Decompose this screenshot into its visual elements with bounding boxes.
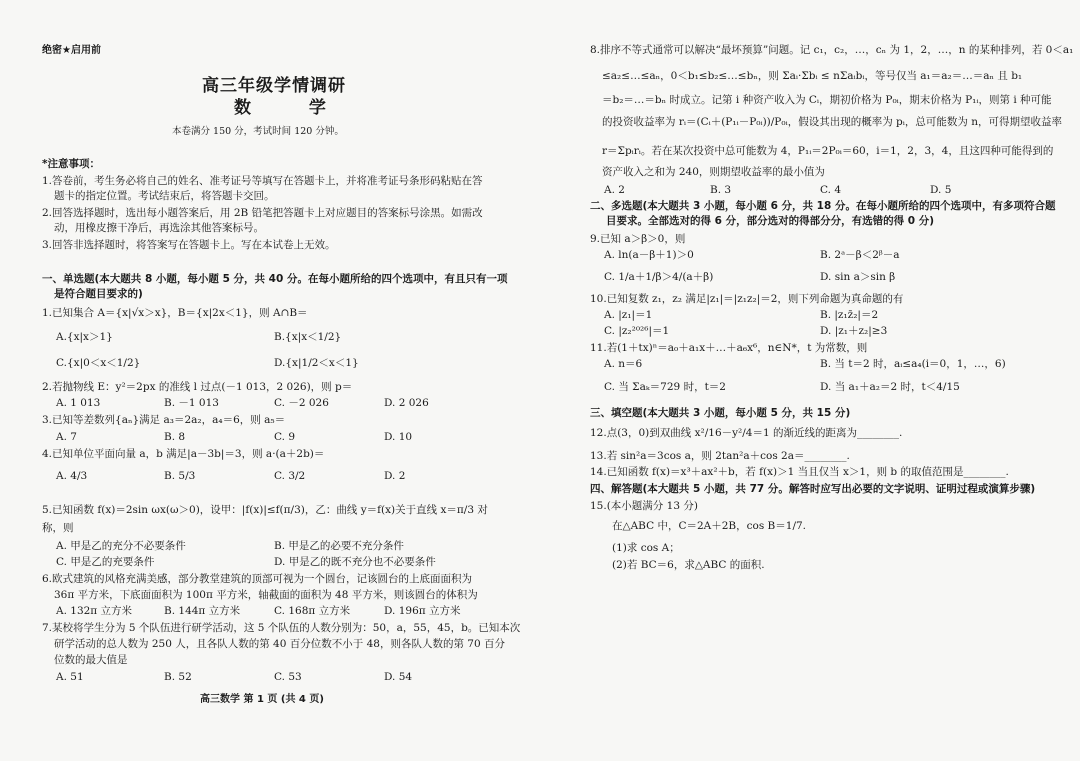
q8-option-c: C. 4: [820, 184, 842, 196]
q3-stem: 3.已知等差数列{aₙ}满足 a₃＝2a₂，a₄＝6，则 a₅＝: [42, 414, 286, 426]
notice-item: 1.答卷前，考生务必将自己的姓名、准考证号等填写在答题卡上，并将准考证号条形码粘贴在答: [42, 175, 483, 187]
q11-option-a: A. n＝6: [604, 358, 643, 370]
q7-stem-cont2: 位数的最大值是: [54, 654, 128, 666]
q10-option-c: C. |z₂²⁰²⁶|＝1: [604, 325, 670, 337]
q10-option-b: B. |z₁z̄₂|＝2: [820, 309, 879, 321]
q3-option-d: D. 10: [384, 431, 413, 443]
q15-body: 在△ABC 中，C＝2A＋2B，cos B＝1/7.: [612, 520, 807, 532]
subject-title: 数 学: [234, 98, 352, 118]
q8-option-a: A. 2: [604, 184, 625, 196]
q9-option-c: C. 1/a＋1/β＞4/(a＋β): [604, 271, 714, 283]
exam-title: 高三年级学情调研: [202, 76, 346, 96]
notice-item: 3.回答非选择题时，将答案写在答题卡上。写在本试卷上无效。: [42, 239, 336, 251]
q6-option-b: B. 144π 立方米: [164, 605, 241, 617]
q8-stem: 8.排序不等式通常可以解决“最坏预算”问题。记 c₁，c₂，…，cₙ 为 1，2，…，n 的某种排列，若 0＜a₁: [590, 44, 1074, 56]
q8-stem-cont5: 资产收入之和为 240，则期望收益率的最小值为: [602, 166, 825, 178]
notice-heading: *注意事项：: [42, 158, 100, 170]
q7-option-a: A. 51: [56, 671, 84, 683]
q4-stem: 4.已知单位平面向量 a，b 满足|a－3b|＝3，则 a·(a＋2b)＝: [42, 448, 325, 460]
q5-stem: 5.已知函数 f(x)＝2sin ωx(ω＞0)，设甲：|f(x)|≤f(π/3)，乙：曲线 y＝f(x)关于直线 x＝π/3 对: [42, 504, 488, 516]
q7-stem-cont: 研学活动的总人数为 250 人，且各队人数的第 40 百分位数不小于 48，则各队人数的第 70 百分: [54, 638, 505, 650]
q15-stem: 15.(本小题满分 13 分): [590, 500, 698, 512]
q4-option-d: D. 2: [384, 470, 406, 482]
q14: 14.已知函数 f(x)＝x³＋ax²＋b，若 f(x)＞1 当且仅当 x＞1，则 b 的取值范围是________.: [590, 466, 1009, 478]
q8-option-b: B. 3: [710, 184, 732, 196]
notice-item: 2.回答选择题时，选出每小题答案后，用 2B 铅笔把答题卡上对应题目的答案标号涂黑。如需改: [42, 207, 483, 219]
q11-stem: 11.若(1＋tx)ⁿ＝a₀＋a₁x＋…＋a₆x⁶，n∈N*，t 为常数，则: [590, 342, 868, 354]
page-footer: 高三数学 第 1 页 (共 4 页): [200, 694, 324, 705]
q8-stem-cont3: 的投资收益率为 rᵢ＝(Cᵢ＋(P₁ᵢ－P₀ᵢ))/P₀ᵢ，假设其出现的概率为 pᵢ，总可能数为 n，可得期望收益率: [602, 116, 1062, 128]
q5-option-c: C. 甲是乙的充要条件: [56, 556, 155, 568]
q7-option-c: C. 53: [274, 671, 302, 683]
q11-option-d: D. 当 a₁＋a₂＝2 时，t＜4/15: [820, 381, 960, 393]
q12: 12.点(3，0)到双曲线 x²/16－y²/4＝1 的渐近线的距离为________.: [590, 427, 903, 439]
q13: 13.若 sin²a＝3cos a，则 2tan²a＋cos 2a＝________.: [590, 450, 850, 462]
q9-option-a: A. ln(a－β＋1)＞0: [604, 249, 694, 261]
q2-option-a: A. 1 013: [56, 397, 101, 409]
q6-option-a: A. 132π 立方米: [56, 605, 133, 617]
section-3-heading: 三、填空题(本大题共 3 小题，每小题 5 分，共 15 分): [590, 407, 851, 419]
q3-option-b: B. 8: [164, 431, 186, 443]
q5-option-b: B. 甲是乙的必要不充分条件: [274, 540, 404, 552]
section-1-heading-cont: 是符合题目要求的): [54, 288, 143, 300]
q11-option-b: B. 当 t＝2 时，aᵢ≤a₄(i＝0，1，…，6): [820, 358, 1006, 370]
q15-part-2: (2)若 BC＝6，求△ABC 的面积.: [612, 559, 765, 571]
q7-option-d: D. 54: [384, 671, 413, 683]
q6-stem: 6.欧式建筑的风格充满美感，部分教堂建筑的顶部可视为一个圆台，记该圆台的上底面面积为: [42, 573, 473, 585]
section-2-heading-cont: 目要求。全部选对的得 6 分，部分选对的得部分分，有选错的得 0 分): [606, 215, 935, 227]
q2-option-d: D. 2 026: [384, 397, 429, 409]
q10-option-a: A. |z₁|＝1: [604, 309, 653, 321]
q4-option-b: B. 5/3: [164, 470, 196, 482]
section-2-heading: 二、多选题(本大题共 3 小题，每小题 6 分，共 18 分。在每小题所给的四个选项中，有多项符合题: [590, 200, 1056, 212]
q1-option-b: B.{x|x＜1/2}: [274, 331, 342, 343]
q2-option-c: C. －2 026: [274, 397, 329, 409]
q8-stem-cont: ≤a₂≤…≤aₙ，0＜b₁≤b₂≤…≤bₙ，则 Σaᵢ·Σbᵢ ≤ nΣaᵢbᵢ，等号仅当 a₁＝a₂＝…＝aₙ 且 b₁: [602, 70, 1023, 82]
notice-item: 题卡的指定位置。考试结束后，将答题卡交回。: [54, 190, 275, 202]
q5-stem-cont: 称，则: [42, 522, 74, 534]
q10-option-d: D. |z₁＋z₂|≥3: [820, 325, 888, 337]
q8-stem-cont2: ＝b₂＝…＝bₙ 时成立。记第 i 种资产收入为 Cᵢ，期初价格为 P₀ᵢ，期末价格为 P₁ᵢ，则第 i 种可能: [602, 94, 1052, 106]
q3-option-c: C. 9: [274, 431, 296, 443]
q5-option-a: A. 甲是乙的充分不必要条件: [56, 540, 186, 552]
q2-option-b: B. －1 013: [164, 397, 219, 409]
q9-option-d: D. sin a＞sin β: [820, 271, 896, 283]
notice-item: 动，用橡皮擦干净后，再选涂其他答案标号。: [54, 222, 264, 234]
q6-option-c: C. 168π 立方米: [274, 605, 351, 617]
q8-stem-cont4: r＝Σpᵢrᵢ。若在某次投资中总可能数为 4，P₁ᵢ＝2P₀ᵢ＝60，i＝1，2，3，4，且这四种可能得到的: [602, 145, 1054, 157]
q3-option-a: A. 7: [56, 431, 77, 443]
section-4-heading: 四、解答题(本大题共 5 小题，共 77 分。解答时应写出必要的文字说明、证明过程或演算步骤): [590, 483, 1036, 495]
section-1-heading: 一、单选题(本大题共 8 小题，每小题 5 分，共 40 分。在每小题所给的四个选项中，有且只有一项: [42, 273, 508, 285]
q2-stem: 2.若抛物线 E：y²＝2px 的准线 l 过点(－1 013，2 026)，则 p＝: [42, 381, 353, 393]
secret-label: 绝密★启用前: [42, 45, 101, 56]
q9-option-b: B. 2ᵃ－β＜2ᵝ－a: [820, 249, 900, 261]
q15-part-1: (1)求 cos A；: [612, 542, 680, 554]
q1-option-a: A.{x|x＞1}: [56, 331, 113, 343]
q5-option-d: D. 甲是乙的既不充分也不必要条件: [274, 556, 436, 568]
q8-option-d: D. 5: [930, 184, 952, 196]
q7-stem: 7.某校将学生分为 5 个队伍进行研学活动，这 5 个队伍的人数分别为：50，a，55，45，b。已知本次: [42, 622, 521, 634]
q9-stem: 9.已知 a＞β＞0，则: [590, 233, 686, 245]
q4-option-a: A. 4/3: [56, 470, 88, 482]
q6-option-d: D. 196π 立方米: [384, 605, 461, 617]
q1-stem: 1.已知集合 A＝{x|√x＞x}，B＝{x|2x＜1}，则 A∩B＝: [42, 307, 308, 319]
q1-option-c: C.{x|0＜x＜1/2}: [56, 357, 141, 369]
q10-stem: 10.已知复数 z₁，z₂ 满足|z₁|＝|z₁z₂|＝2，则下列命题为真命题的有: [590, 293, 904, 305]
q4-option-c: C. 3/2: [274, 470, 306, 482]
exam-note: 本卷满分 150 分，考试时间 120 分钟。: [172, 126, 344, 137]
q6-stem-cont: 36π 平方米，下底面面积为 100π 平方米，轴截面的面积为 48 平方米，则该圆台的体积为: [54, 589, 478, 601]
q7-option-b: B. 52: [164, 671, 192, 683]
q1-option-d: D.{x|1/2＜x＜1}: [274, 357, 359, 369]
q11-option-c: C. 当 Σaₖ＝729 时，t＝2: [604, 381, 726, 393]
